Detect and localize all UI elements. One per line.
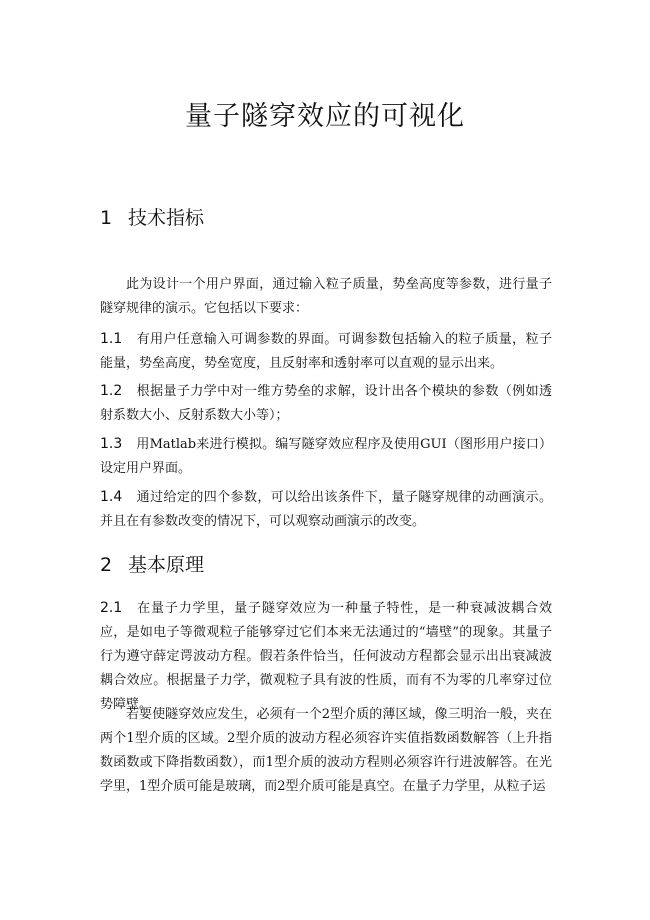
document-title: 量子隧穿效应的可视化 [185,101,465,132]
section-heading-2 [100,550,204,577]
list-item-number: 1.1 [100,331,123,347]
list-item-number: 1.4 [100,489,123,505]
body-paragraph: 若要使隧穿效应发生，必须有一个2型介质的薄区域，像三明治一般，夹在两个1型介质的区域。2型介质的波动方程必须容许实值指数函数解答（上升指数函数或下降指数函数），而1型介质的波动方程则必须容许行进波解答。在光学里，1型介质可能是玻璃，而2型介质可能是真空。在量子力学里，从粒子运 [100,707,552,794]
list-item [100,379,552,428]
section-intro-paragraph: 此为设计一个用户界面，通过输入粒子质量，势垒高度等参数，进行量子隧穿规律的演示。它包括以下要求： [100,277,552,316]
list-item [100,485,552,534]
section-heading-1 [100,203,204,230]
list-item-text: 根据量子力学中对一维方势垒的求解，设计出各个模块的参数（例如透射系数大小、反射系数大小等）； [100,384,552,423]
list-item-number: 1.2 [100,383,123,399]
list-item [100,596,552,717]
list-item-number: 2.1 [100,600,123,616]
list-item-text: 有用户任意输入可调参数的界面。可调参数包括输入的粒子质量，粒子能量，势垒高度，势垒宽度，且反射率和透射率可以直观的显示出来。 [100,332,552,371]
section-title: 基本原理 [128,554,205,576]
section-number: 2 [100,554,113,576]
section-title: 技术指标 [128,207,205,229]
section-number: 1 [100,207,113,229]
list-item [100,327,552,376]
list-item-number: 1.3 [100,436,123,452]
list-item [100,432,552,481]
list-item-text: 在量子力学里，量子隧穿效应为一种量子特性，是一种衰减波耦合效应，是如电子等微观粒子能够穿过它们本来无法通过的“墙壁”的现象。其量子行为遵守薛定谔波动方程。假若条件恰当，任何波动方程都会显示出出衰减波耦合效应。根据量子力学，微观粒子具有波的性质，而有不为零的几率穿过位势障壁。 [100,601,552,712]
list-item-text: 通过给定的四个参数，可以给出该条件下，量子隧穿规律的动画演示。并且在有参数改变的情况下，可以观察动画演示的改变。 [100,490,552,529]
list-item-text: 用Matlab来进行模拟。编写隧穿效应程序及使用GUI（图形用户接口）设定用户界面。 [100,437,552,476]
